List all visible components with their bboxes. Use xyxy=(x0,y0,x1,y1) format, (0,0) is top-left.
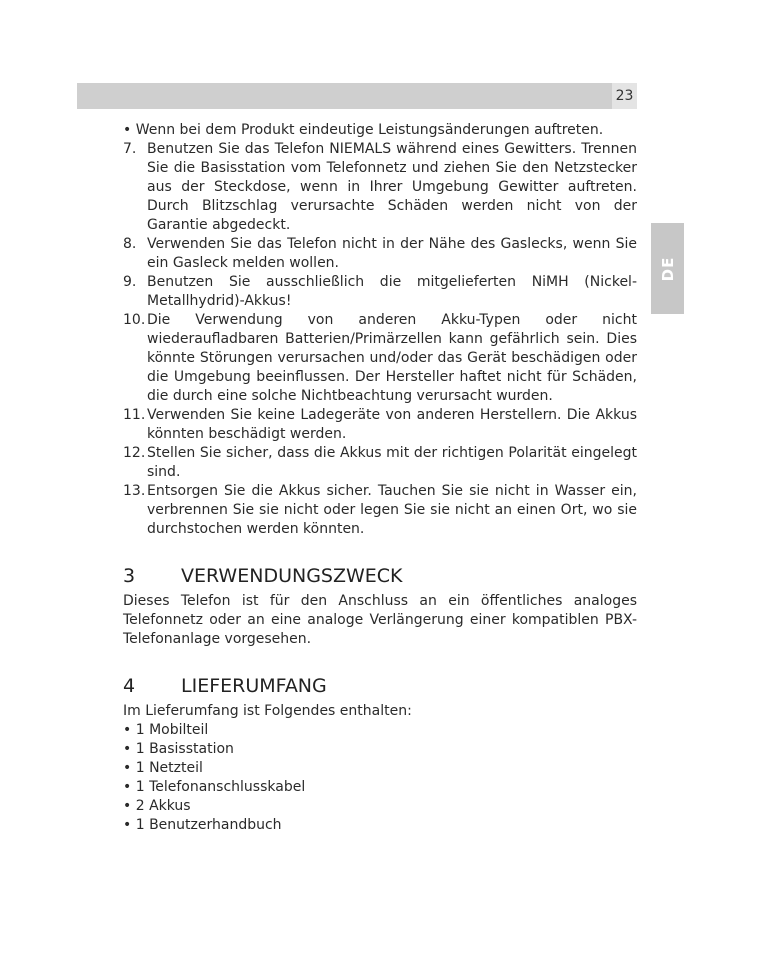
item-number: 7. xyxy=(123,141,137,157)
list-item xyxy=(123,235,637,273)
item-text: Benutzen Sie das Telefon NIEMALS während eines Gewitters. Trennen Sie die Basisstation vom Telefonnetz und ziehen Sie den Netzstecker aus der Steckdose, wenn in Ihrer Umgebung Gewitter auftreten. Durch Blitzschlag verursachte Schäden werden nicht von der Garantie abgedeckt. xyxy=(147,141,637,233)
section-3-body: Dieses Telefon ist für den Anschluss an ein öffentliches analoges Telefonnetz oder an eine analoge Verlängerung einer kompatiblen PBX-Telefonanlage vorgesehen. xyxy=(123,593,637,647)
safety-list xyxy=(123,140,637,539)
list-item: • 2 Akkus xyxy=(123,798,191,814)
package-contents-list xyxy=(123,721,637,835)
list-item: • 1 Benutzerhandbuch xyxy=(123,817,282,833)
language-tab xyxy=(651,223,684,314)
item-text: Stellen Sie sicher, dass die Akkus mit der richtigen Polarität eingelegt sind. xyxy=(147,445,637,480)
section-4-intro: Im Lieferumfang ist Folgendes enthalten: xyxy=(123,703,412,719)
list-item xyxy=(123,406,637,444)
item-number: 13. xyxy=(123,483,146,499)
item-text: Die Verwendung von anderen Akku-Typen oder nicht wiederaufladbaren Batterien/Primärzellen kann gefährlich sein. Dies könnte Störungen verursachen und/oder das Gerät beschädigen oder die Umgebung beeinflussen. Der Hersteller haftet nicht für Schäden, die durch eine solche Nichtbeachtung verursacht wurden. xyxy=(147,312,637,404)
item-number: 11. xyxy=(123,407,146,423)
section-number: 4 xyxy=(123,675,136,697)
section-title: LIEFERUMFANG xyxy=(181,675,327,697)
section-title: VERWENDUNGSZWECK xyxy=(181,565,403,587)
list-item xyxy=(123,273,637,311)
list-item: • 1 Mobilteil xyxy=(123,722,209,738)
page-content xyxy=(123,121,637,835)
list-item xyxy=(123,311,637,406)
list-item xyxy=(123,140,637,235)
item-text: Verwenden Sie das Telefon nicht in der Nähe des Gaslecks, wenn Sie ein Gasleck melden wollen. xyxy=(147,236,637,271)
section-4-heading xyxy=(123,675,637,697)
list-item: • 1 Netzteil xyxy=(123,760,203,776)
list-item: • 1 Telefonanschlusskabel xyxy=(123,779,306,795)
item-text: Verwenden Sie keine Ladegeräte von anderen Herstellern. Die Akkus könnten beschädigt werden. xyxy=(147,407,637,442)
page-number: 23 xyxy=(612,83,637,109)
item-number: 8. xyxy=(123,236,137,252)
item-number: 10. xyxy=(123,312,146,328)
header-bar xyxy=(77,83,612,109)
item-text: Entsorgen Sie die Akkus sicher. Tauchen Sie sie nicht in Wasser ein, verbrennen Sie sie nicht oder legen Sie sie nicht an einen Ort, wo sie durchstochen werden könnten. xyxy=(147,483,637,537)
section-3-heading xyxy=(123,565,637,587)
list-item xyxy=(123,444,637,482)
intro-bullet: • Wenn bei dem Produkt eindeutige Leistungsänderungen auftreten. xyxy=(123,122,604,138)
section-number: 3 xyxy=(123,565,136,587)
item-number: 9. xyxy=(123,274,137,290)
language-tab-label: DE xyxy=(658,256,677,281)
item-text: Benutzen Sie ausschließlich die mitgelieferten NiMH (Nickel-Metallhydrid)-Akkus! xyxy=(147,274,637,309)
item-number: 12. xyxy=(123,445,146,461)
list-item: • 1 Basisstation xyxy=(123,741,234,757)
list-item xyxy=(123,482,637,539)
